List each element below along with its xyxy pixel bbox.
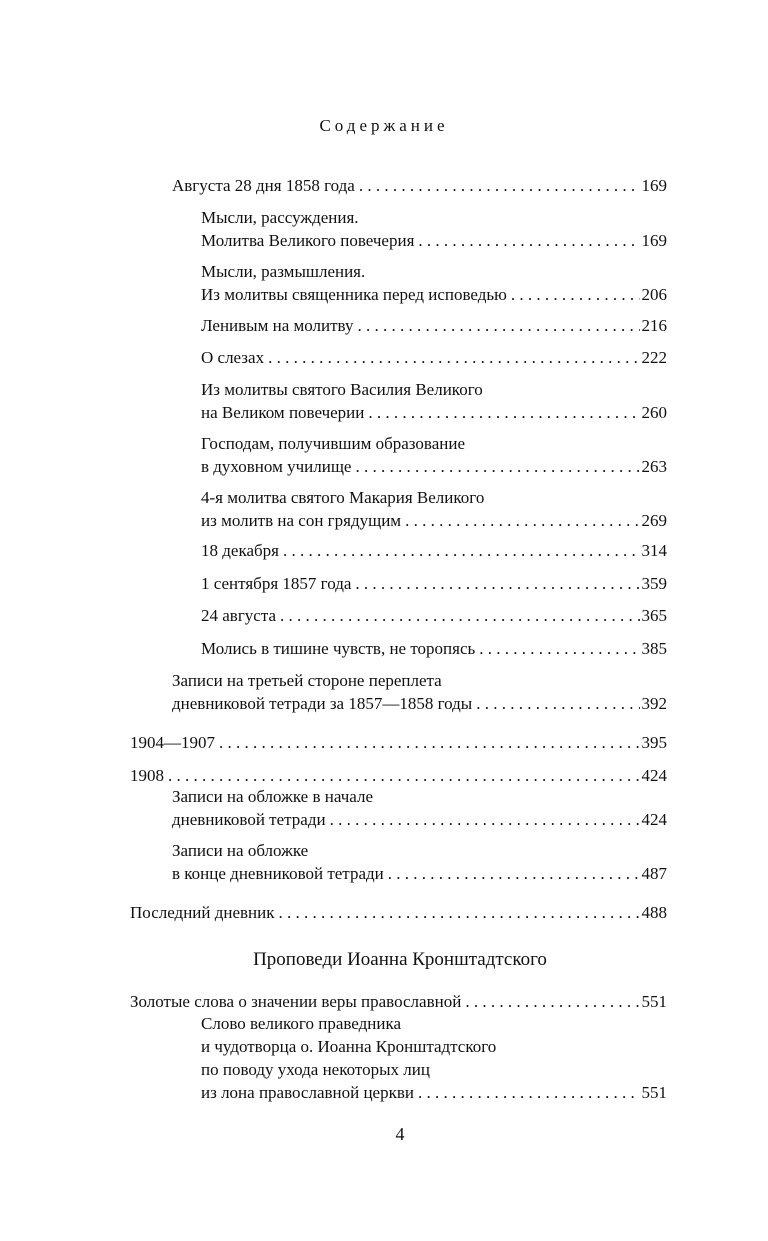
toc-page: 487 — [641, 864, 667, 883]
toc-page: 169 — [641, 231, 667, 250]
leader-dots — [418, 1081, 640, 1104]
page-number: 4 — [395, 1124, 405, 1144]
toc-page: 169 — [641, 176, 667, 195]
toc-title: Последний дневник — [130, 903, 275, 922]
toc-title: Из молитвы святого Василия Великого — [201, 380, 483, 399]
toc-title: Записи на третьей стороне переплета — [172, 671, 442, 690]
leader-dots — [279, 901, 640, 924]
toc-entry — [201, 346, 667, 369]
toc-entry — [201, 486, 667, 532]
leader-dots — [368, 401, 639, 424]
toc-title: в конце дневниковой тетради — [172, 864, 384, 883]
toc-entry — [172, 174, 667, 197]
toc-title: Записи на обложке — [172, 841, 309, 860]
leader-dots — [219, 731, 640, 754]
leader-dots — [511, 283, 640, 306]
toc-page: 260 — [641, 403, 667, 422]
toc-page: 206 — [641, 285, 667, 304]
leader-dots — [168, 764, 640, 787]
leader-dots — [280, 604, 639, 627]
contents-heading: Содержание — [319, 116, 449, 135]
toc-entry — [172, 669, 667, 715]
toc-title: Молитва Великого повечерия — [201, 231, 415, 250]
toc-page: 263 — [641, 457, 667, 476]
leader-dots — [355, 572, 639, 595]
toc-entry — [201, 432, 667, 478]
toc-entry — [201, 378, 667, 424]
toc-page: 424 — [641, 766, 667, 785]
toc-page: 359 — [641, 574, 667, 593]
toc-title: на Великом повечерии — [201, 403, 365, 422]
leader-dots — [418, 229, 639, 252]
toc-title: 1904—1907 — [130, 733, 215, 752]
toc-page: 551 — [641, 992, 667, 1011]
toc-entry — [130, 901, 667, 924]
toc-title: и чудотворца о. Иоанна Кронштадтского — [201, 1037, 497, 1056]
toc-entry — [201, 1012, 667, 1104]
toc-title: О слезах — [201, 348, 265, 367]
toc-title: в духовном училище — [201, 457, 352, 476]
toc-title: 1908 — [130, 766, 164, 785]
leader-dots — [358, 314, 640, 337]
toc-page: 551 — [641, 1083, 667, 1102]
section-title: Проповеди Иоанна Кронштадтского — [253, 949, 547, 970]
toc-title: Мысли, рассуждения. — [201, 208, 359, 227]
toc-entry — [172, 839, 667, 885]
toc-title: из лона православной церкви — [201, 1083, 414, 1102]
toc-page: 424 — [641, 810, 667, 829]
toc-title: 4-я молитва святого Макария Великого — [201, 488, 485, 507]
toc-title: Ленивым на молитву — [201, 316, 354, 335]
toc-page: 488 — [641, 903, 667, 922]
leader-dots — [330, 808, 640, 831]
leader-dots — [283, 539, 640, 562]
toc-title: 1 сентября 1857 года — [201, 574, 352, 593]
leader-dots — [388, 862, 640, 885]
toc-page: 395 — [641, 733, 667, 752]
toc-entry — [201, 206, 667, 252]
toc-page: 216 — [641, 316, 667, 335]
toc-title: 24 августа — [201, 606, 277, 625]
leader-dots — [359, 174, 640, 197]
toc-title: Августа 28 дня 1858 года — [172, 176, 355, 195]
toc-page: 222 — [641, 348, 667, 367]
leader-dots — [479, 637, 639, 660]
leader-dots — [465, 990, 639, 1013]
toc-entry — [130, 764, 667, 787]
leader-dots — [476, 692, 639, 715]
toc-entry — [201, 314, 667, 337]
toc-page: 365 — [641, 606, 667, 625]
toc-title: Записи на обложке в начале — [172, 787, 373, 806]
toc-title: по поводу ухода некоторых лиц — [201, 1060, 430, 1079]
toc-title: Молись в тишине чувств, не торопясь — [201, 639, 476, 658]
toc-entry — [201, 572, 667, 595]
toc-title: дневниковой тетради — [172, 810, 326, 829]
toc-page: 385 — [641, 639, 667, 658]
toc-title: Господам, получившим образование — [201, 434, 465, 453]
toc-entry — [201, 260, 667, 306]
toc-entry — [201, 539, 667, 562]
leader-dots — [355, 455, 639, 478]
toc-entry — [201, 637, 667, 660]
toc-title: Золотые слова о значении веры православной — [130, 992, 462, 1011]
toc-title: из молитв на сон грядущим — [201, 511, 402, 530]
toc-page: 392 — [641, 694, 667, 713]
toc-title: Слово великого праведника — [201, 1014, 402, 1033]
toc-page: 314 — [641, 541, 667, 560]
toc-entry — [130, 990, 667, 1013]
toc-entry — [201, 604, 667, 627]
toc-entry — [172, 785, 667, 831]
leader-dots — [405, 509, 639, 532]
toc-title: Из молитвы священника перед исповедью — [201, 285, 507, 304]
toc-title: дневниковой тетради за 1857—1858 годы — [172, 694, 473, 713]
leader-dots — [268, 346, 639, 369]
toc-title: Мысли, размышления. — [201, 262, 366, 281]
toc-page: 269 — [641, 511, 667, 530]
toc-title: 18 декабря — [201, 541, 279, 560]
toc-entry — [130, 731, 667, 754]
